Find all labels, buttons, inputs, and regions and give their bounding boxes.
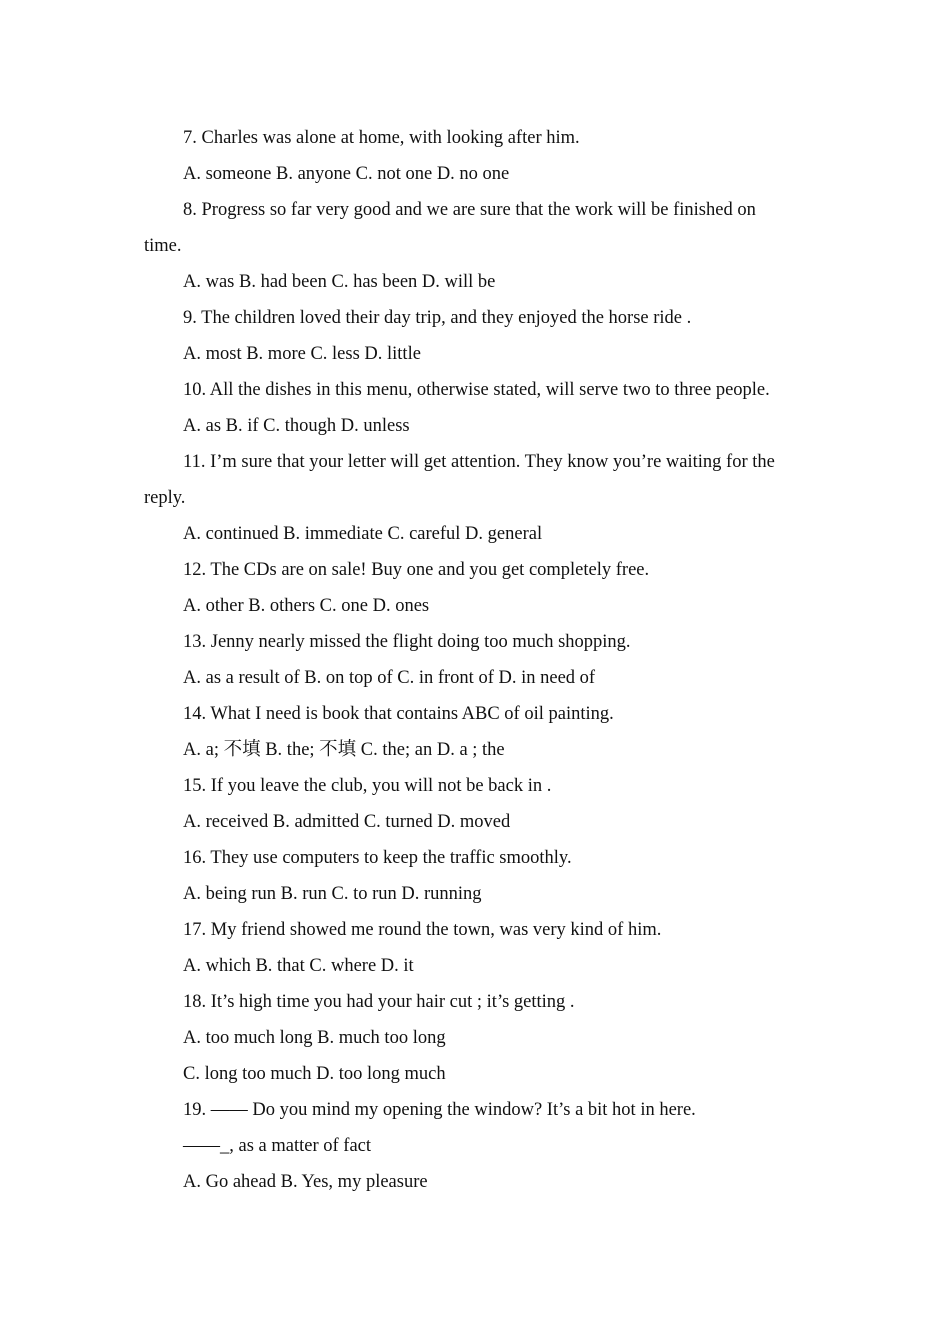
question-19-response: ——_, as a matter of fact: [183, 1136, 372, 1156]
options-13: A. as a result of B. on top of C. in front of D. in need of: [183, 668, 596, 688]
question-14: 14. What I need is book that contains ABC of oil painting.: [183, 704, 614, 724]
question-11: 11. I’m sure that your letter will get attention. They know you’re waiting for the: [183, 452, 775, 472]
options-14: A. a; 不填 B. the; 不填 C. the; an D. a ; the: [183, 740, 505, 760]
options-15: A. received B. admitted C. turned D. moved: [183, 812, 511, 832]
question-7: 7. Charles was alone at home, with looking after him.: [183, 128, 580, 148]
options-9: A. most B. more C. less D. little: [183, 344, 421, 364]
options-18-cd: C. long too much D. too long much: [183, 1064, 446, 1084]
question-12: 12. The CDs are on sale! Buy one and you get completely free.: [183, 560, 650, 580]
question-18: 18. It’s high time you had your hair cut ; it’s getting .: [183, 992, 575, 1012]
options-18-ab: A. too much long B. much too long: [183, 1028, 446, 1048]
question-10: 10. All the dishes in this menu, otherwise stated, will serve two to three people.: [183, 380, 770, 400]
question-13: 13. Jenny nearly missed the flight doing too much shopping.: [183, 632, 631, 652]
question-8-continued: time.: [144, 236, 182, 256]
question-8: 8. Progress so far very good and we are sure that the work will be finished on: [183, 200, 756, 220]
question-17: 17. My friend showed me round the town, was very kind of him.: [183, 920, 662, 940]
question-16: 16. They use computers to keep the traffic smoothly.: [183, 848, 572, 868]
question-19: 19. —— Do you mind my opening the window? It’s a bit hot in here.: [183, 1100, 696, 1120]
question-11-continued: reply.: [144, 488, 186, 508]
options-17: A. which B. that C. where D. it: [183, 956, 414, 976]
question-9: 9. The children loved their day trip, and they enjoyed the horse ride .: [183, 308, 692, 328]
options-8: A. was B. had been C. has been D. will be: [183, 272, 496, 292]
question-15: 15. If you leave the club, you will not be back in .: [183, 776, 552, 796]
options-12: A. other B. others C. one D. ones: [183, 596, 430, 616]
options-19: A. Go ahead B. Yes, my pleasure: [183, 1172, 428, 1192]
options-7: A. someone B. anyone C. not one D. no one: [183, 164, 510, 184]
options-16: A. being run B. run C. to run D. running: [183, 884, 482, 904]
question-list: [0, 120, 950, 1200]
options-11: A. continued B. immediate C. careful D. general: [183, 524, 543, 544]
options-10: A. as B. if C. though D. unless: [183, 416, 410, 436]
